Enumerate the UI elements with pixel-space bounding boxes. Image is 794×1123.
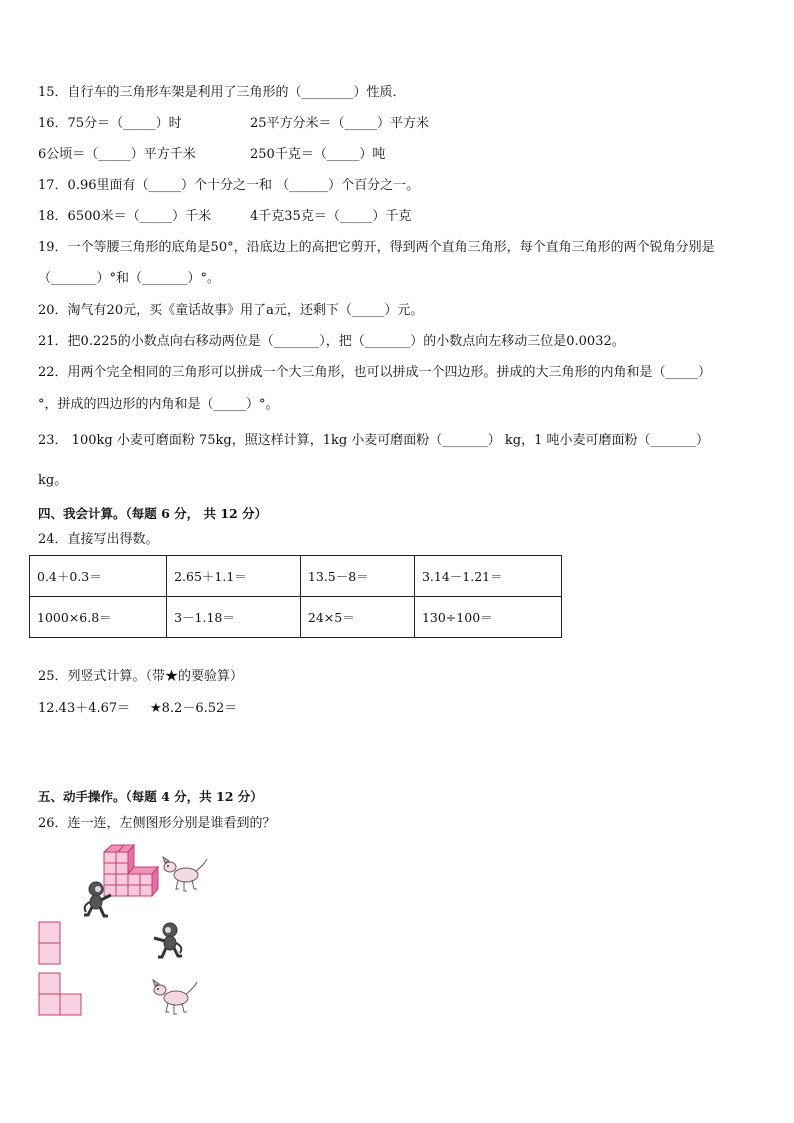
dog-icon <box>150 978 200 1018</box>
question-19-line2: （_______）°和（_______）°。 <box>38 271 221 286</box>
question-23-line1: 23． 100kg 小麦可磨面粉 75kg，照这样计算，1kg 小麦可磨面粉（_______） kg，1 吨小麦可磨面粉（_______） <box>38 433 710 448</box>
question-16c: 6公顷＝（_____）平方千米 <box>38 147 196 162</box>
question-22-line1: 22．用两个完全相同的三角形可以拼成一个大三角形，也可以拼成一个四边形。拼成的大三角形的内角和是（_____） <box>38 365 712 380</box>
question-16b: 25平方分米＝（_____）平方米 <box>250 116 430 131</box>
question-26: 26．连一连，左侧图形分别是谁看到的？ <box>38 816 276 831</box>
question-15: 15．自行车的三角形车架是利用了三角形的（________）性质． <box>38 85 406 100</box>
two-square-stack-shape <box>38 921 62 966</box>
question-22-line2: °，拼成的四边形的内角和是（_____）°。 <box>38 397 279 412</box>
question-18b: 4千克35克＝（_____）千克 <box>250 209 412 224</box>
section-4-title: 四、我会计算。（每题 6 分， 共 12 分） <box>38 506 268 521</box>
monkey-icon <box>150 921 186 961</box>
question-19-line1: 19．一个等腰三角形的底角是50°，沿底边上的高把它剪开，得到两个直角三角形，每个直角三角形的两个锐角分别是 <box>38 240 715 255</box>
question-23-line2: kg。 <box>38 473 68 488</box>
table-cell: 1000×6.8＝ <box>30 597 167 638</box>
table-cell: 0.4＋0.3＝ <box>30 556 167 597</box>
table-cell: 13.5－8＝ <box>300 556 414 597</box>
question-21: 21．把0.225的小数点向右移动两位是（_______），把（_______）的小数点向左移动三位是0.0032。 <box>38 334 625 349</box>
question-18a: 18．6500米＝（_____）千米 <box>38 209 212 224</box>
question-25b: ★8.2－6.52＝ <box>150 701 238 716</box>
monkey-icon <box>80 880 116 920</box>
l-shape-squares <box>38 972 84 1018</box>
table-cell: 3－1.18＝ <box>167 597 301 638</box>
table-cell: 24×5＝ <box>300 597 414 638</box>
table-cell: 130÷100＝ <box>414 597 561 638</box>
question-16d: 250千克＝（_____）吨 <box>250 147 386 162</box>
table-cell: 3.14－1.21＝ <box>414 556 561 597</box>
table-row <box>30 597 562 638</box>
question-16a: 16．75分＝（_____）时 <box>38 116 182 131</box>
question-24: 24．直接写出得数。 <box>38 532 159 547</box>
question-25a: 12.43＋4.67＝ <box>38 701 131 716</box>
dog-icon <box>160 855 210 895</box>
question-25: 25．列竖式计算。（带★的要验算） <box>38 669 244 684</box>
question-17: 17．0.96里面有（_____）个十分之一和 （______）个百分之一。 <box>38 178 420 193</box>
table-cell: 2.65＋1.1＝ <box>167 556 301 597</box>
calculation-table <box>29 555 562 638</box>
table-row <box>30 556 562 597</box>
question-20: 20．淘气有20元，买《童话故事》用了a元，还剩下（_____）元。 <box>38 303 424 318</box>
section-5-title: 五、动手操作。（每题 4 分，共 12 分） <box>38 789 263 804</box>
